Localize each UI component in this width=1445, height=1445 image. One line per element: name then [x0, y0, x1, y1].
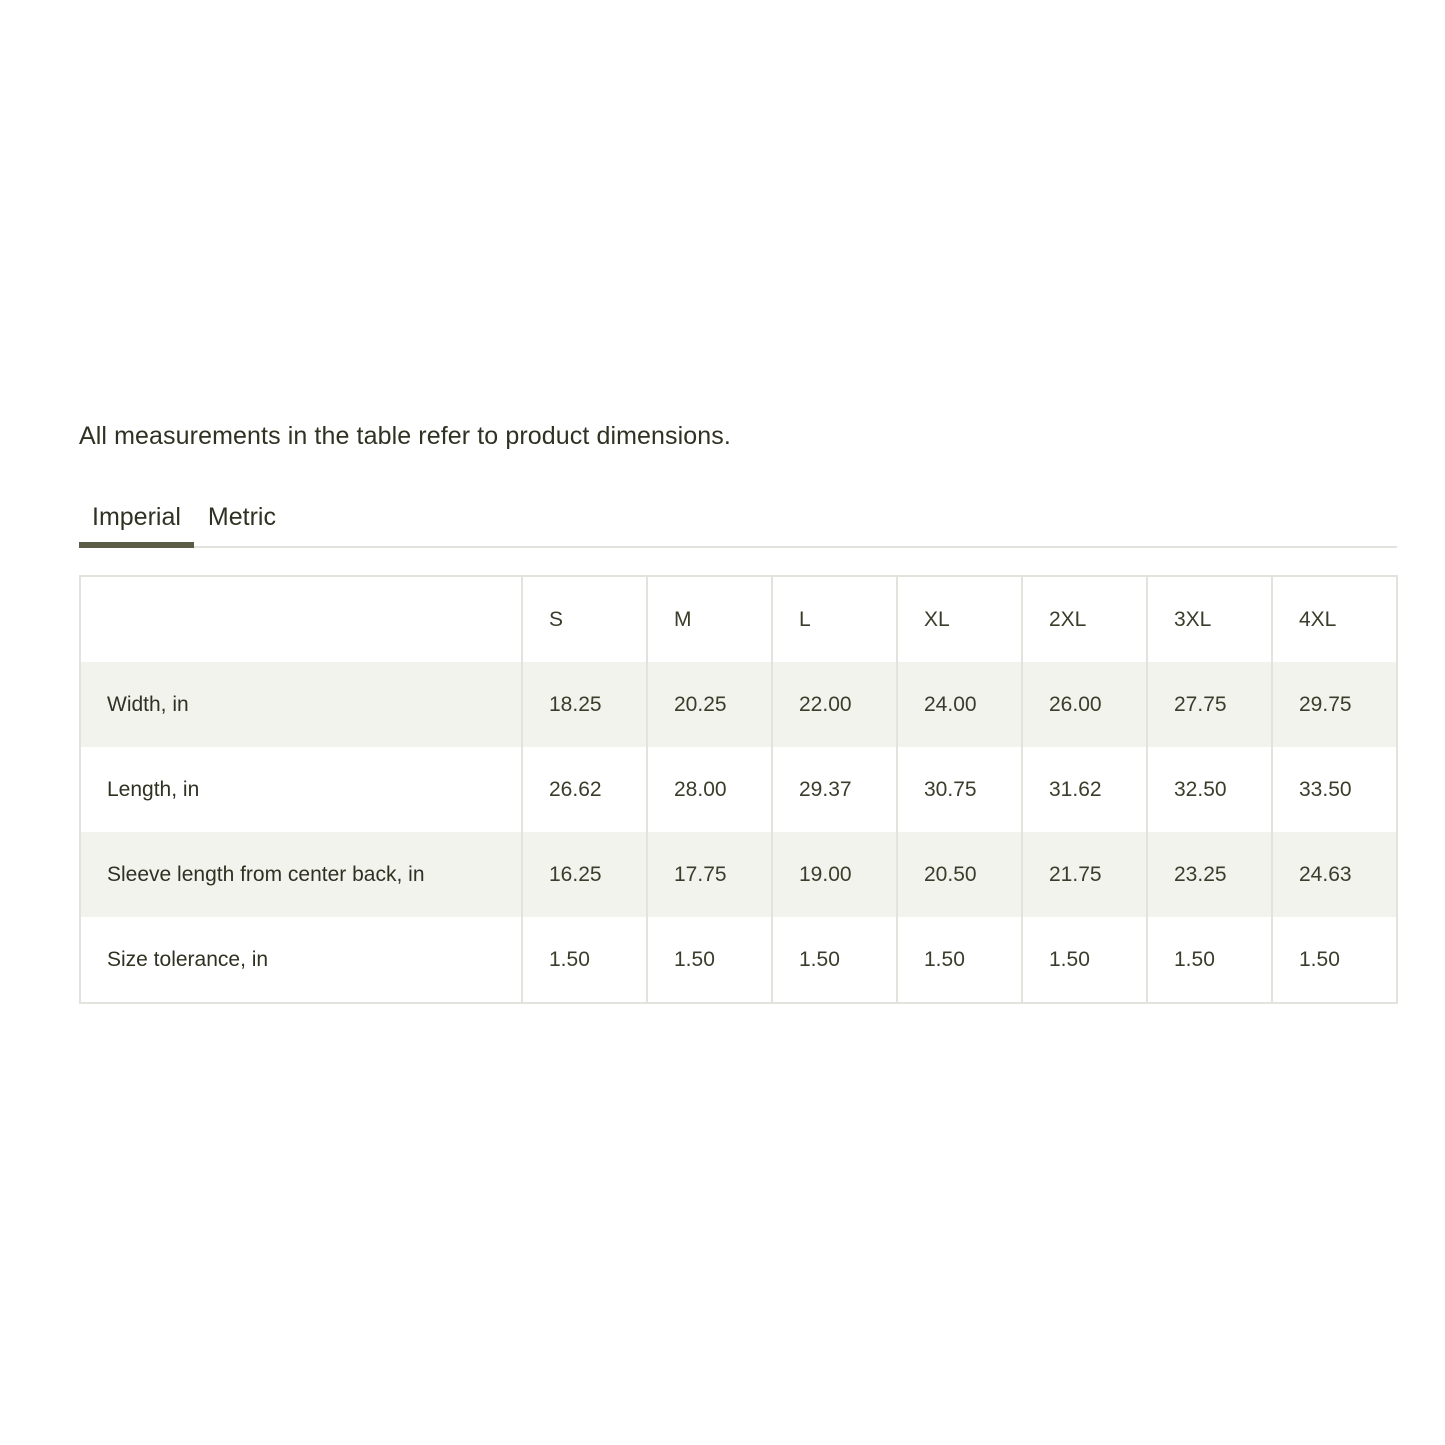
table-cell: 1.50 [647, 917, 772, 1003]
table-cell: 29.75 [1272, 662, 1397, 747]
table-cell: 24.63 [1272, 832, 1397, 917]
size-header-xl: XL [897, 576, 1022, 662]
size-header-3xl: 3XL [1147, 576, 1272, 662]
size-table [79, 575, 1398, 1004]
table-cell: 1.50 [1272, 917, 1397, 1003]
row-label: Sleeve length from center back, in [80, 832, 522, 917]
header-corner [80, 576, 522, 662]
table-cell: 18.25 [522, 662, 647, 747]
table-row-sleeve-length [80, 832, 1397, 917]
table-cell: 22.00 [772, 662, 897, 747]
table-cell: 28.00 [647, 747, 772, 832]
table-cell: 23.25 [1147, 832, 1272, 917]
intro-text: All measurements in the table refer to product dimensions. [79, 422, 731, 450]
size-header-s: S [522, 576, 647, 662]
tab-metric[interactable]: Metric [207, 503, 276, 531]
table-row-width [80, 662, 1397, 747]
table-cell: 20.50 [897, 832, 1022, 917]
table-cell: 32.50 [1147, 747, 1272, 832]
table-row-size-tolerance [80, 917, 1397, 1003]
table-cell: 21.75 [1022, 832, 1147, 917]
table-cell: 31.62 [1022, 747, 1147, 832]
size-header-2xl: 2XL [1022, 576, 1147, 662]
table-cell: 33.50 [1272, 747, 1397, 832]
unit-tabs [79, 498, 1397, 548]
table-cell: 27.75 [1147, 662, 1272, 747]
table-cell: 1.50 [1022, 917, 1147, 1003]
table-cell: 16.25 [522, 832, 647, 917]
size-header-4xl: 4XL [1272, 576, 1397, 662]
table-cell: 1.50 [1147, 917, 1272, 1003]
size-header-l: L [772, 576, 897, 662]
table-cell: 17.75 [647, 832, 772, 917]
table-cell: 26.00 [1022, 662, 1147, 747]
table-cell: 24.00 [897, 662, 1022, 747]
table-row-length [80, 747, 1397, 832]
table-cell: 20.25 [647, 662, 772, 747]
row-label: Size tolerance, in [107, 947, 269, 971]
table-cell: 1.50 [897, 917, 1022, 1003]
table-cell: 19.00 [772, 832, 897, 917]
row-label: Length, in [107, 777, 200, 801]
table-cell: 29.37 [772, 747, 897, 832]
table-cell: 1.50 [522, 917, 647, 1003]
tab-imperial[interactable]: Imperial [79, 498, 194, 542]
size-guide [79, 418, 1397, 1004]
size-header-row [80, 576, 1397, 662]
size-header-m: M [647, 576, 772, 662]
row-label: Width, in [80, 662, 522, 747]
table-cell: 30.75 [897, 747, 1022, 832]
table-cell: 1.50 [772, 917, 897, 1003]
table-cell: 26.62 [522, 747, 647, 832]
